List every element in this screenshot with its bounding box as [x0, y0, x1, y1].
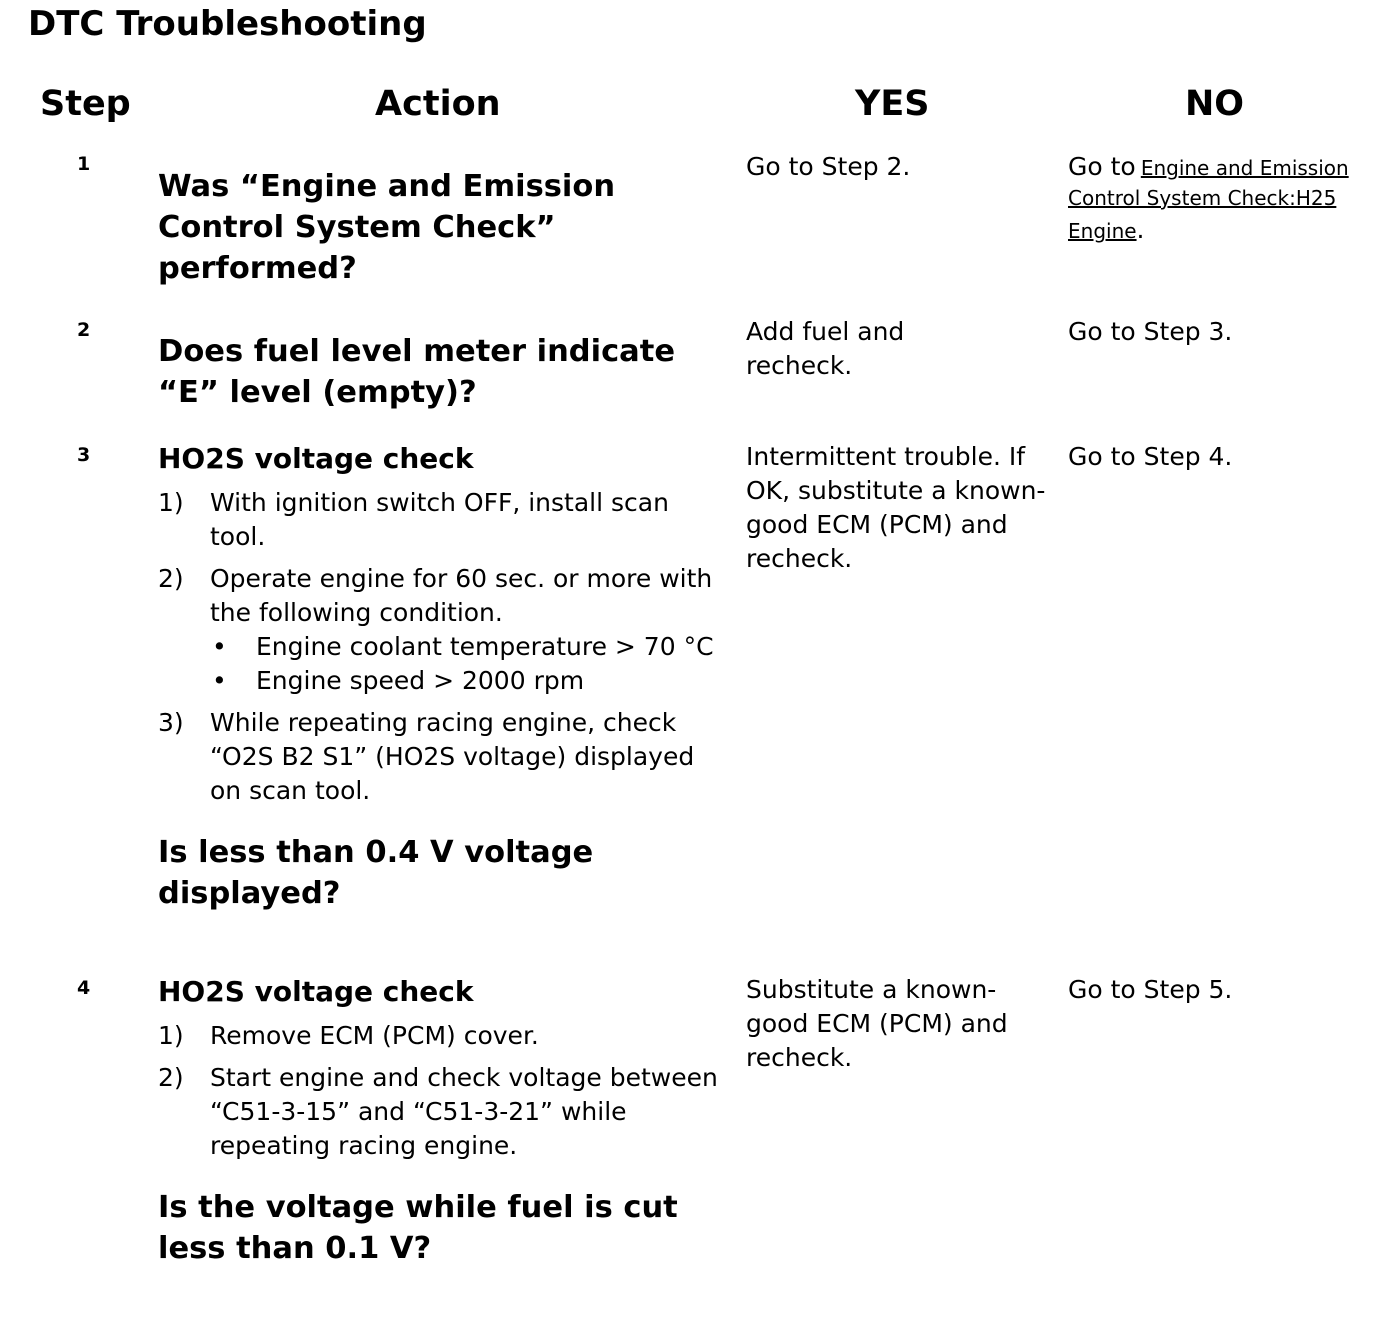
bullet-icon: • [212, 632, 227, 661]
no-suffix: . [1136, 215, 1145, 244]
procedure-item [158, 1061, 718, 1163]
step-2-yes: Add fuel and recheck. [746, 317, 905, 380]
step-number: 4 [77, 977, 91, 999]
step-subtitle: HO2S voltage check [158, 442, 474, 475]
item-text: With ignition switch OFF, install scan tool. [210, 488, 669, 551]
page-title: DTC Troubleshooting [28, 4, 427, 44]
no-prefix: Go to [1068, 152, 1136, 181]
item-number: 2) [158, 564, 184, 593]
bullet-text: Engine coolant temperature > 70 °C [256, 632, 714, 661]
step-4-action [158, 973, 718, 1269]
item-text: Operate engine for 60 sec. or more with the following condition. [210, 564, 713, 627]
item-text: Start engine and check voltage between “C51-3-15” and “C51-3-21” while repeating racing engine. [210, 1063, 718, 1160]
step-1-action [158, 166, 678, 289]
procedure-item [158, 486, 718, 554]
item-number: 2) [158, 1063, 184, 1092]
condition-bullet [210, 630, 718, 664]
step-4-no: Go to Step 5. [1068, 975, 1233, 1004]
bullet-icon: • [212, 666, 227, 695]
condition-bullet [210, 664, 718, 698]
step-1-yes: Go to Step 2. [746, 152, 911, 181]
header-no: NO [1185, 84, 1245, 124]
bullet-text: Engine speed > 2000 rpm [256, 666, 585, 695]
step-3-yes: Intermittent trouble. If OK, substitute a known-good ECM (PCM) and recheck. [746, 442, 1046, 573]
step-number: 2 [77, 319, 91, 341]
item-number: 1) [158, 488, 184, 517]
step-number: 3 [77, 444, 91, 466]
procedure-item [158, 706, 718, 808]
header-yes: YES [855, 84, 930, 124]
step-question: Does fuel level meter indicate “E” level (empty)? [158, 334, 676, 410]
step-1-no [1068, 150, 1358, 247]
item-text: Remove ECM (PCM) cover. [210, 1021, 539, 1050]
step-4-yes: Substitute a known-good ECM (PCM) and recheck. [746, 975, 1008, 1072]
step-question: Is the voltage while fuel is cut less than 0.1 V? [158, 1190, 678, 1266]
step-2-action [158, 331, 718, 413]
step-question: Was “Engine and Emission Control System Check” performed? [158, 169, 616, 286]
step-3-action [158, 440, 718, 914]
item-text: While repeating racing engine, check “O2S B2 S1” (HO2S voltage) displayed on scan tool. [210, 708, 695, 805]
engine-check-link[interactable]: Engine and Emission Control System Check:H25 Engine [1068, 156, 1349, 243]
step-3-no: Go to Step 4. [1068, 442, 1233, 471]
step-2-no: Go to Step 3. [1068, 317, 1233, 346]
procedure-item [158, 1019, 718, 1053]
step-question: Is less than 0.4 V voltage displayed? [158, 835, 594, 911]
item-number: 1) [158, 1021, 184, 1050]
item-number: 3) [158, 708, 184, 737]
header-action: Action [375, 84, 501, 124]
header-step: Step [40, 84, 131, 124]
step-number: 1 [77, 153, 91, 175]
procedure-item [158, 562, 718, 698]
step-subtitle: HO2S voltage check [158, 975, 474, 1008]
